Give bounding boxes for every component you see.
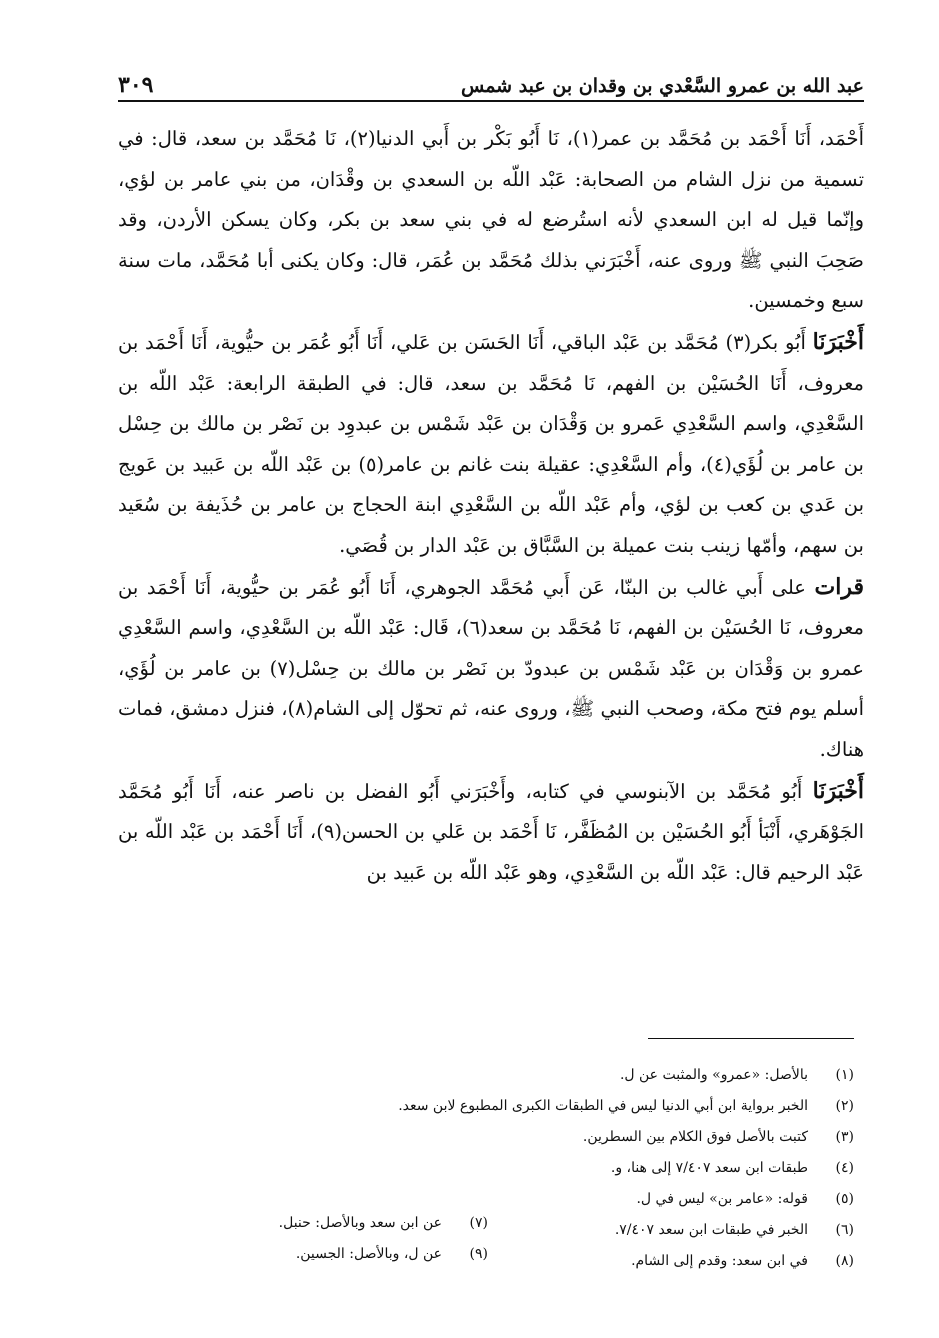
footnote-text: بالأصل: «عمرو» والمثبت عن ل. (619, 1067, 808, 1083)
paragraph-text: أَبُو بكر(٣) مُحَمَّد بن عَبْد الباقي، أَنَا الحَسَن بن عَلي، أَنَا أَبُو عُمَر بن حيُّوية، أَنَا أَحْمَد بن معروف، أَنَا الحُسَيْن بن الفهم، نَا مُحَمَّد بن سعد، قال: في الطبقة الرابعة: عَبْد اللّه بن السَّعْدِي، واسم السَّعْدِي عَمرو بن وَقْدَان بن عَبْد شَمْس بن عبدوِد بن نَصْر بن مالك بن حِسْل بن عامر بن لُؤَي(٤)، وأم السَّعْدِي: عقيلة بنت غانم بن عامر(٥) بن عَبْد اللّه بن عَبيد بن عَويج بن عَدي بن كعب بن لؤي، وأم عَبْد اللّه بن السَّعْدِي ابنة الحجاج بن عامر بن حُذَيفة بن سُعَيد بن سهم، وأمّها زينب بنت عميلة بن السَّبَّاق بن عَبْد الدار بن قُصَي. (118, 330, 864, 557)
paragraph-4 (118, 771, 864, 894)
footnote-number: (٧) (469, 1215, 488, 1231)
footnote-number: (٢) (835, 1098, 854, 1114)
paragraph-text: أَبُو مُحَمَّد بن الآبنوسي في كتابه، وأَخْبَرَني أَبُو الفضل بن ناصر عنه، أَنَا أَبُو مُحَمَّد الجَوْهَري، أَنْبَأ أَبُو الحُسَيْن بن المُظَفَّر، نَا أَحْمَد بن عَلي بن الحسن(٩)، أَنَا أَحْمَد بن عَبْد اللّه بن عَبْد الرحيم قال: عَبْد اللّه بن السَّعْدِي، وهو عَبْد اللّه بن عَبيد بن (118, 779, 864, 884)
paragraph-3 (118, 567, 864, 771)
footnote-separator (648, 1038, 854, 1039)
main-text (118, 118, 864, 893)
header-title: عبد الله بن عمرو السَّعْدي بن وقدان بن عبد شمس (460, 75, 864, 97)
footnote-number: (٨) (835, 1253, 854, 1269)
paragraph-text: على أَبي غالب بن البنّا، عَن أَبي مُحَمَّد الجوهري، أَنَا أَبُو عُمَر بن حيُّوية، أَنَا أَحْمَد بن معروف، نَا الحُسَيْن بن الفهم، نَا مُحَمَّد بن سعد(٦)، قَال: عَبْد اللّه بن السَّعْدِي، واسم السَّعْدِي عمرو بن وَقْدَان بن عَبْد شَمْس بن عبدودّ بن نَصْر بن مالك بن حِسْل(٧) بن عامر بن لُؤَي، أسلم يوم فتح مكة، وصحب النبي ﷺ، وروى عنه، ثم تحوّل إلى الشام(٨)، فنزل دمشق، فمات هناك. (118, 575, 865, 761)
footnote-number: (١) (835, 1067, 854, 1083)
paragraph-lead: قرات (814, 573, 864, 600)
footnote (309, 1153, 854, 1184)
footnote-number: (٥) (835, 1191, 854, 1207)
running-header (118, 62, 864, 102)
paragraph-lead: أَخْبَرَنَا (812, 777, 864, 804)
footnote-text: عن ل، وبالأصل: الجسين. (295, 1246, 442, 1262)
paragraph-1 (118, 118, 864, 322)
footnote-number: (٩) (469, 1246, 488, 1262)
page-number: ٣٠٩ (118, 72, 154, 98)
footnote-text: في ابن سعد: وقدم إلى الشام. (631, 1253, 808, 1269)
footnote-number: (٤) (835, 1160, 854, 1176)
paragraph-lead: أَخْبَرَنَا (812, 328, 864, 355)
footnote (309, 1060, 854, 1091)
footnote-text: عن ابن سعد وبالأصل: حنبل. (278, 1215, 442, 1231)
footnote-text: الخبر برواية ابن أبي الدنيا ليس في الطبقات الكبرى المطبوع لابن سعد. (398, 1098, 808, 1114)
footnote (228, 1239, 488, 1270)
footnote-text: كتبت بالأصل فوق الكلام بين السطرين. (582, 1129, 808, 1145)
footnote (309, 1122, 854, 1153)
footnote-text: طبقات ابن سعد ٧/٤٠٧ إلى هنا، و. (610, 1160, 808, 1176)
footnote-number: (٣) (835, 1129, 854, 1145)
footnote (309, 1091, 854, 1122)
footnote (228, 1208, 488, 1239)
footnote-number: (٦) (835, 1222, 854, 1238)
footnotes-left-column (228, 1208, 488, 1270)
footnote-text: قوله: «عامر بن» ليس في ل. (636, 1191, 808, 1207)
footnote-text: الخبر في طبقات ابن سعد ٧/٤٠٧. (614, 1222, 808, 1238)
paragraph-2 (118, 322, 864, 567)
paragraph-text: أَحْمَد، أَنَا أَحْمَد بن مُحَمَّد بن عمر(١)، نَا أَبُو بَكْر بن أَبي الدنيا(٢)، نَا مُحَمَّد بن سعد، قال: في تسمية من نزل الشام من الصحابة: عَبْد اللّه بن السعدي بن وقْدَان، من بني عامر بن لؤي، وإنّما قيل له ابن السعدي لأنه استُرضع له في بني سعد بن بكر، وكان يسكن الأردن، وقد صَحِبَ النبي ﷺ وروى عنه، أَخْبَرَني بذلك مُحَمَّد بن عُمَر، قال: وكان يكنى أبا مُحَمَّد، مات سنة سبع وخمسين. (118, 127, 865, 313)
